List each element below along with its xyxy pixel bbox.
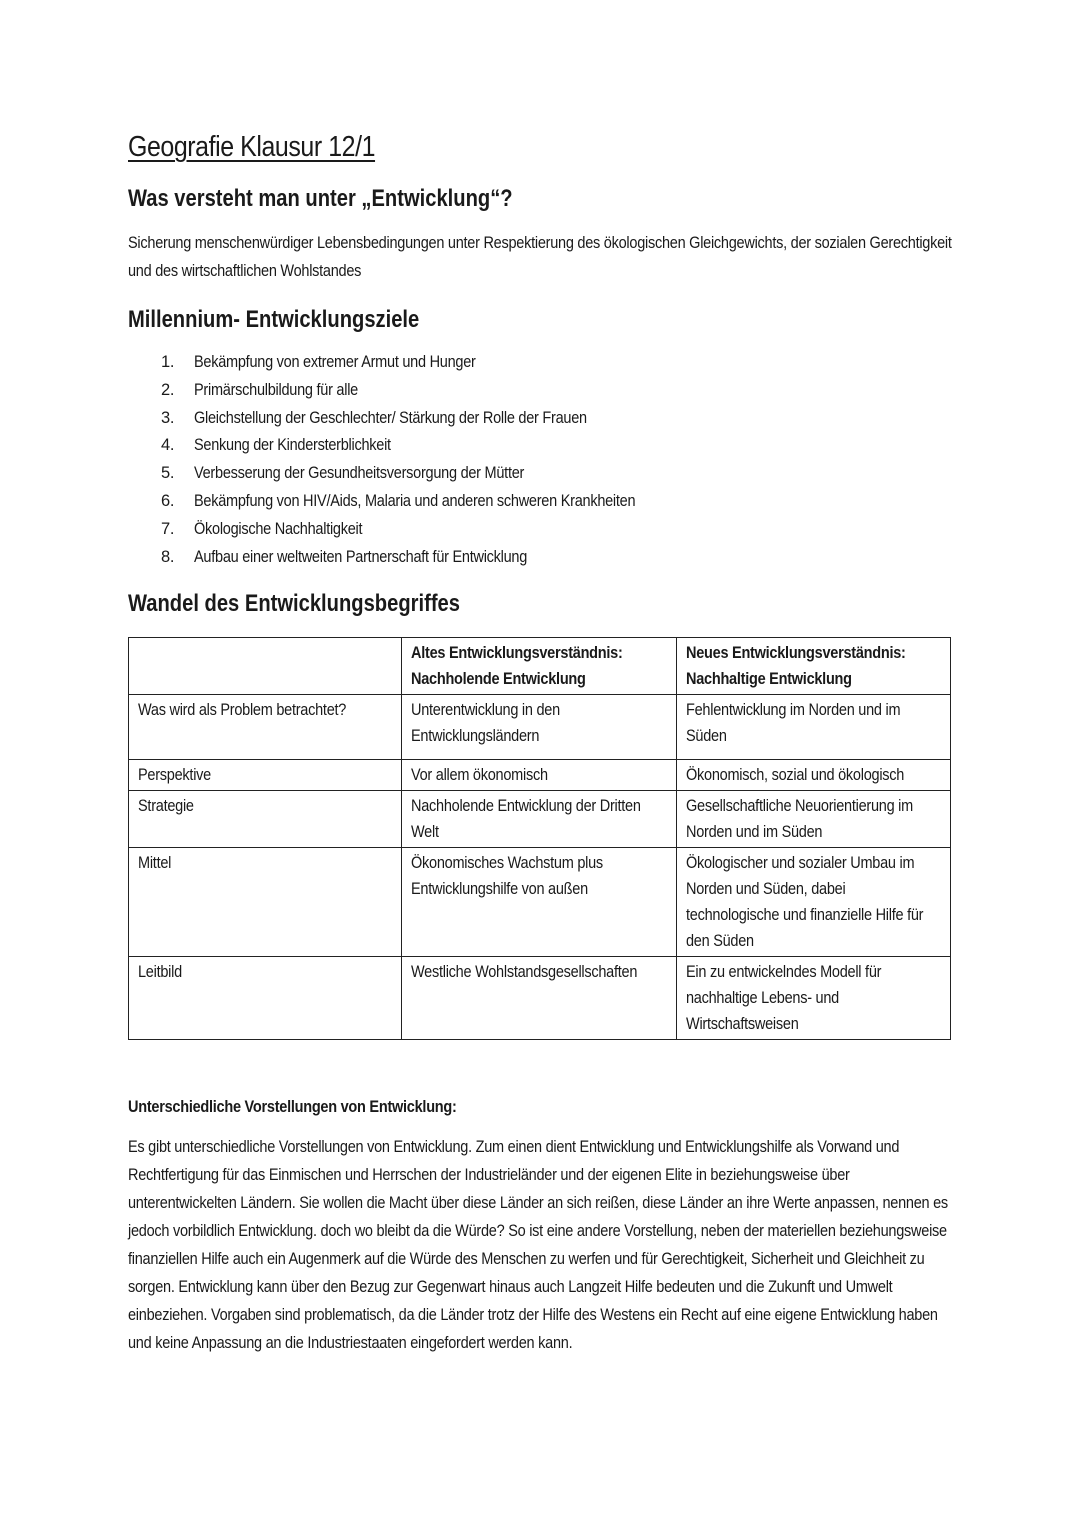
list-text: Gleichstellung der Geschlechter/ Stärkung der Rolle der Frauen — [194, 408, 587, 427]
table-cell: Was wird als Problem betrachtet? — [129, 695, 402, 760]
heading-wandel: Wandel des Entwicklungsbegriffes — [128, 590, 460, 618]
document-title: Geografie Klausur 12/1 — [128, 131, 376, 163]
table-cell: Ökonomisch, sozial und ökologisch — [676, 760, 950, 791]
list-text: Aufbau einer weltweiten Partnerschaft für Entwicklung — [194, 547, 528, 566]
goals-list — [128, 349, 952, 571]
list-number: 7. — [161, 519, 175, 538]
list-text: Ökologische Nachhaltigkeit — [194, 519, 363, 538]
table-cell: Gesellschaftliche Neuorientierung im Norden und im Süden — [676, 791, 950, 848]
list-number: 1. — [161, 353, 175, 371]
comparison-table — [128, 637, 951, 1040]
list-text: Primärschulbildung für alle — [194, 380, 358, 399]
table-cell: Ökonomisches Wachstum plus Entwicklungshilfe von außen — [402, 848, 676, 957]
list-item — [128, 488, 952, 516]
list-item — [128, 544, 952, 572]
heading-entwicklung: Was versteht man unter „Entwicklung“? — [128, 185, 513, 212]
vorstellungen-text: Es gibt unterschiedliche Vorstellungen von Entwicklung. Zum einen dient Entwicklung und Entwicklungshilfe als Vorwand und Rechtfertigung für das Einmischen und Herrschen der Industrieländer und der eigenen Elite in beziehungsweise über unterentwickelten Ländern. Sie wollen die Macht über diese Länder an sich reißen, diese Länder an ihre Werte anpassen, nennen es jedoch vorbildlich Entwicklung. doch wo bleibt da die Würde? So ist eine andere Vorstellung, neben der materiellen beziehungsweise finanziellen Hilfe auch ein Augenmerk auf die Würde des Menschen zu werfen und für Gerechtigkeit, Sicherheit und Gleichheit zu sorgen. Entwicklung kann über den Bezug zur Gegenwart hinaus auch Langzeit Hilfe bedeuten und die Zukunft und Umwelt einbeziehen. Vorgaben sind problematisch, da die Länder trotz der Hilfe des Westens ein Recht auf eine eigene Entwicklung haben und keine Anpassung an die Industriestaaten eingefordert werden kann. — [128, 1138, 948, 1352]
list-number: 4. — [161, 436, 175, 455]
list-item — [128, 460, 952, 488]
heading-vorstellungen: Unterschiedliche Vorstellungen von Entwicklung: — [128, 1098, 457, 1117]
table-row — [129, 695, 951, 760]
heading-millennium-goals: Millennium- Entwicklungsziele — [128, 306, 420, 333]
table-cell: Nachholende Entwicklung der Dritten Welt — [402, 791, 676, 848]
table-row — [129, 760, 951, 791]
document-page — [128, 128, 952, 1358]
list-item — [128, 349, 952, 377]
list-number: 2. — [161, 380, 175, 399]
table-cell: Ökologischer und sozialer Umbau im Norden und Süden, dabei technologische und finanzielle Hilfe für den Süden — [676, 848, 950, 957]
table-header-cell: Neues Entwicklungsverständnis: Nachhaltige Entwicklung — [676, 638, 950, 695]
table-header-cell — [129, 638, 402, 695]
table-cell: Vor allem ökonomisch — [402, 760, 676, 791]
table-row — [129, 791, 951, 848]
table-header-row — [129, 638, 951, 695]
table-cell: Fehlentwicklung im Norden und im Süden — [676, 695, 950, 760]
list-item — [128, 405, 952, 433]
list-text: Verbesserung der Gesundheitsversorgung der Mütter — [194, 464, 525, 483]
list-text: Bekämpfung von extremer Armut und Hunger — [194, 353, 476, 371]
list-number: 6. — [161, 491, 175, 510]
list-text: Bekämpfung von HIV/Aids, Malaria und anderen schweren Krankheiten — [194, 491, 636, 510]
table-cell: Perspektive — [129, 760, 402, 791]
list-text: Senkung der Kindersterblichkeit — [194, 436, 391, 455]
table-row — [129, 957, 951, 1040]
table-cell: Unterentwicklung in den Entwicklungsländern — [402, 695, 676, 760]
list-number: 3. — [161, 408, 175, 427]
table-cell: Westliche Wohlstandsgesellschaften — [402, 957, 676, 1040]
list-item — [128, 377, 952, 405]
table-cell: Ein zu entwickelndes Modell für nachhaltige Lebens- und Wirtschaftsweisen — [676, 957, 950, 1040]
table-cell: Strategie — [129, 791, 402, 848]
table-row — [129, 848, 951, 957]
list-item — [128, 516, 952, 544]
list-number: 8. — [161, 547, 175, 566]
list-item — [128, 432, 952, 460]
table-cell: Leitbild — [129, 957, 402, 1040]
table-header-cell: Altes Entwicklungsverständnis: Nachholende Entwicklung — [402, 638, 676, 695]
table-cell: Mittel — [129, 848, 402, 957]
definition-text: Sicherung menschenwürdiger Lebensbedingungen unter Respektierung des ökologischen Gleichgewichts, der sozialen Gerechtigkeit und des wirtschaftlichen Wohlstandes — [128, 234, 952, 280]
list-number: 5. — [161, 464, 175, 483]
